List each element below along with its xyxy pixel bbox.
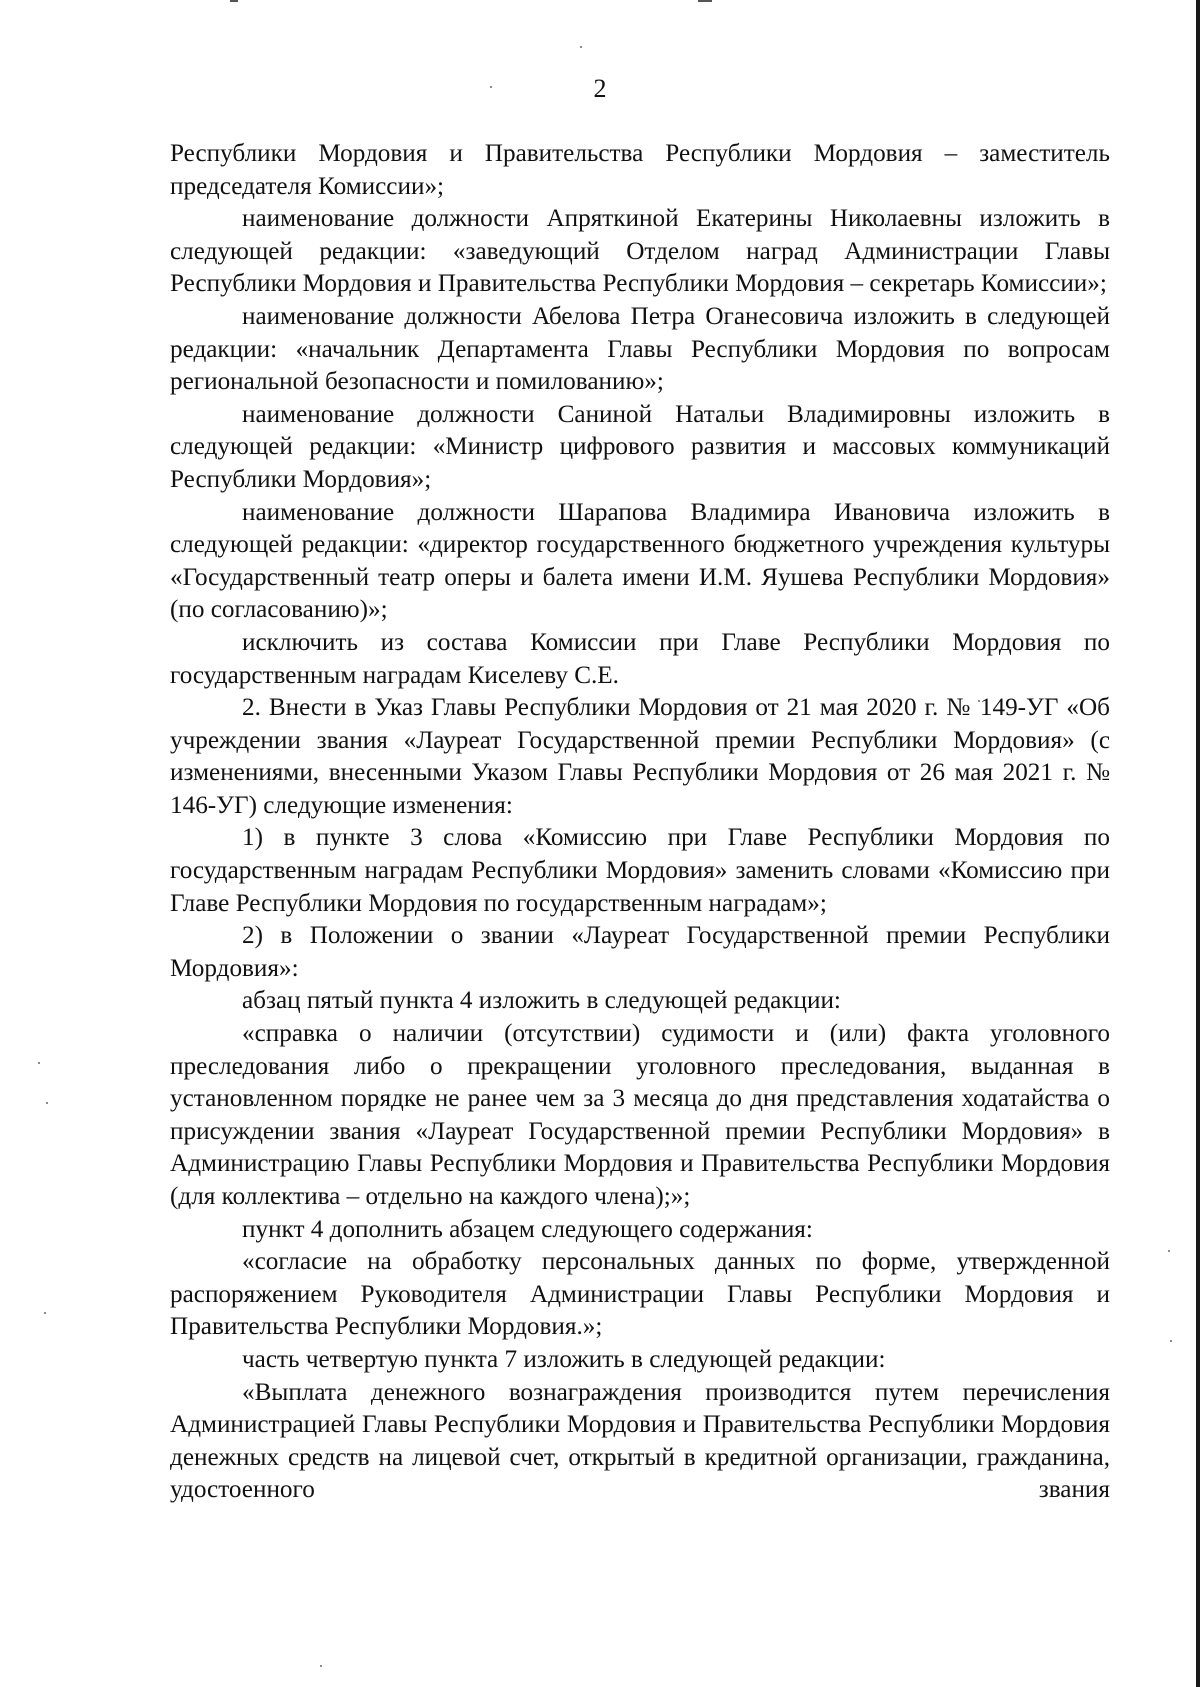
scan-speck <box>46 1102 48 1104</box>
paragraph-5: наименование должности Шарапова Владимира Ивановича изложить в следующей редакции: «директор государственного бюджетного учреждения культуры «Государственный театр оперы и балета имени И.М. Яушева Республики Мордовия» (по согласованию)»; <box>170 498 1110 624</box>
scan-speck <box>38 1062 40 1064</box>
scan-speck <box>580 46 582 48</box>
paragraph-14: часть четвертую пункта 7 изложить в следующей редакции: <box>242 1345 886 1373</box>
paragraph-15: «Выплата денежного вознаграждения производится путем перечисления Администрацией Главы Республики Мордовия и Правительства Республики Мордовия денежных средств на лицевой счет, открытый в кредитной организации, гражданина, удостоенного звания <box>170 1378 1110 1504</box>
paragraph-1: Республики Мордовия и Правительства Республики Мордовия – заместитель председателя Комиссии»; <box>170 140 1110 200</box>
paragraph-7: 2. Внести в Указ Главы Республики Мордовия от 21 мая 2020 г. № 149-УГ «Об учреждении звания «Лауреат Государственной премии Республики Мордовия» (с изменениями, внесенными Указом Главы Республики Мордовия от 26 мая 2021 г. № 146-УГ) следующие изменения: <box>170 694 1110 819</box>
paragraph-6: исключить из состава Комиссии при Главе Республики Мордовия по государственным наградам Киселеву С.Е. <box>170 628 1110 689</box>
page-number: 2 <box>593 74 607 103</box>
paragraph-8: 1) в пункте 3 слова «Комиссию при Главе Республики Мордовия по государственным наградам Республики Мордовия» заменить словами «Комиссию при Главе Республики Мордовия по государственным наградам»; <box>170 824 1110 917</box>
scan-speck <box>320 1665 322 1667</box>
scan-speck <box>1170 1340 1172 1342</box>
scan-page-edge <box>1196 0 1200 1687</box>
paragraph-9: 2) в Положении о звании «Лауреат Государственной премии Республики Мордовия»: <box>170 922 1110 982</box>
document-body <box>170 138 1110 1507</box>
paragraph-11: «справка о наличии (отсутствии) судимости и (или) факта уголовного преследования либо о прекращении уголовного преследования, выданная в установленном порядке не ранее чем за 3 месяца до дня представления ходатайства о присуждении звания «Лауреат Государственной премии Республики Мордовия» в Администрацию Главы Республики Мордовия и Правительства Республики Мордовия (для коллектива – отдельно на каждого члена);»; <box>170 1020 1110 1210</box>
paragraph-12: пункт 4 дополнить абзацем следующего содержания: <box>242 1215 813 1243</box>
scan-speck <box>44 1312 46 1314</box>
paragraph-13: «согласие на обработку персональных данных по форме, утвержденной распоряжением Руководителя Администрации Главы Республики Мордовия и Правительства Республики Мордовия.»; <box>170 1248 1110 1341</box>
paragraph-3: наименование должности Абелова Петра Оганесовича изложить в следующей редакции: «начальник Департамента Главы Республики Мордовия по вопросам региональной безопасности и помилованию»; <box>170 302 1110 396</box>
scan-speck <box>1168 1250 1170 1252</box>
paragraph-4: наименование должности Саниной Натальи Владимировны изложить в следующей редакции: «Министр цифрового развития и массовых коммуникаций Республики Мордовия»; <box>170 400 1110 493</box>
paragraph-2: наименование должности Апряткиной Екатерины Николаевны изложить в следующей редакции: «заведующий Отделом наград Администрации Главы Республики Мордовия и Правительства Республики Мордовия – секретарь Комиссии»; <box>170 205 1110 298</box>
paragraph-10: абзац пятый пункта 4 изложить в следующей редакции: <box>242 987 841 1015</box>
scan-top-marks <box>230 0 730 4</box>
